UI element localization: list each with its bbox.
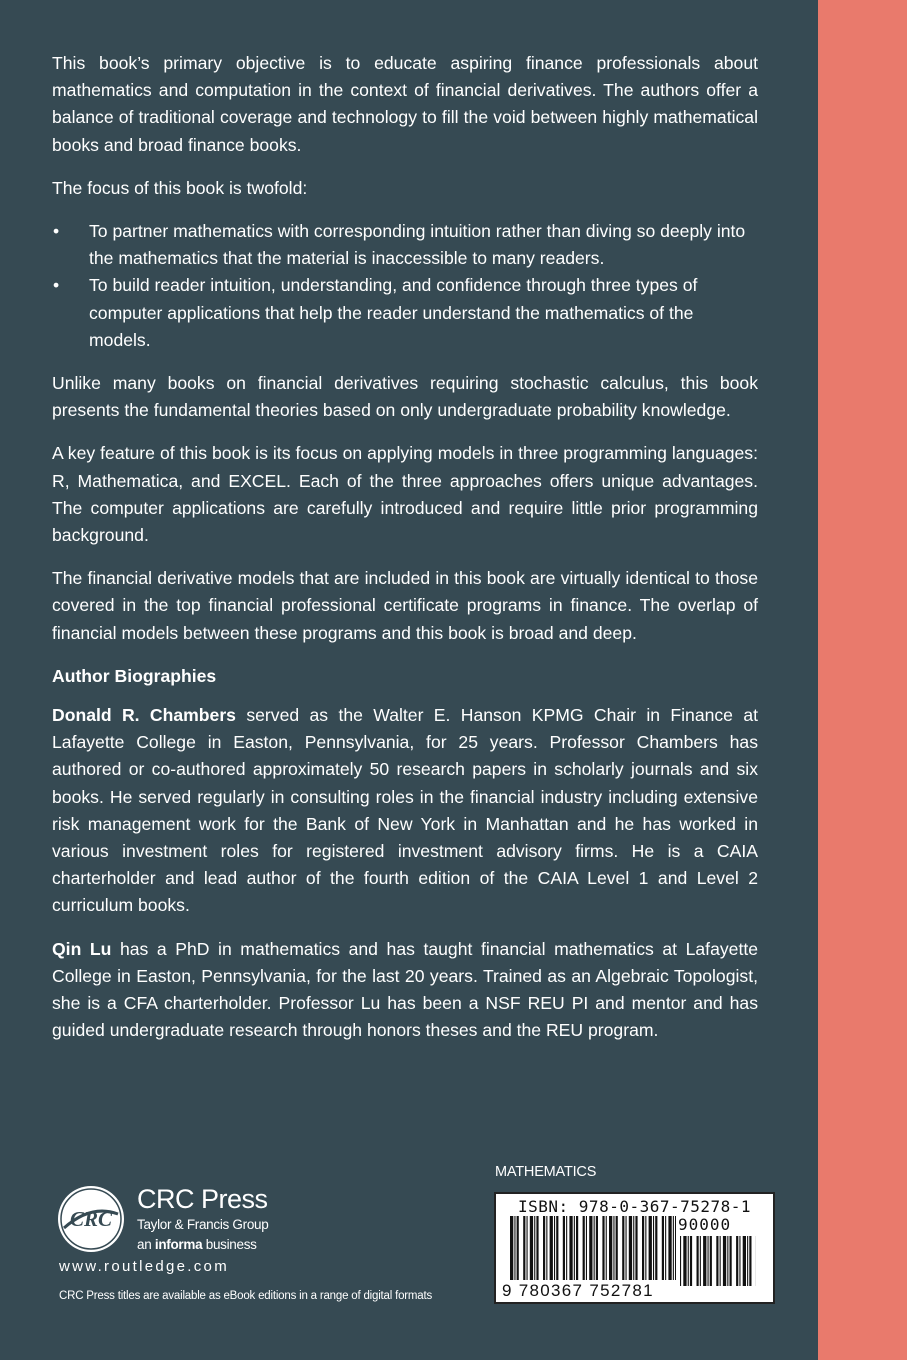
- crc-press-logo-icon: [56, 1184, 126, 1254]
- barcode-bar: [743, 1236, 746, 1286]
- author-biographies-heading: Author Biographies: [52, 665, 217, 686]
- publisher-url[interactable]: www.routledge.com: [59, 1258, 229, 1275]
- barcode-bar: [708, 1236, 709, 1286]
- barcode-bar: [616, 1216, 618, 1280]
- barcode-bar: [514, 1216, 515, 1280]
- barcode-bar: [530, 1216, 533, 1280]
- isbn-barcode: [494, 1192, 775, 1304]
- author-bio-text: served as the Walter E. Hanson KPMG Chair in Finance at Lafayette College in Easton, Pennsylvania, for 25 years. Professor Chambers has authored or co-authored approximately 50 research papers in scholarly journals and six books. He served regularly in consulting roles in the financial industry including extensive risk management work for the Bank of New York in Manhattan and he has worked in various investment roles for registered investment advisory firms. He is a CAIA charterholder and lead author of the fourth edition of the CAIA Level 1 and Level 2 curriculum books.: [52, 705, 758, 916]
- barcode-bar: [673, 1216, 674, 1280]
- focus-list-item: [52, 218, 758, 272]
- barcode-bar: [510, 1216, 513, 1280]
- description-paragraph-1: This book’s primary objective is to educate aspiring finance professionals about mathematics and computation in the context of financial derivatives. The authors offer a balance of traditional coverage and technology to fill the void between highly mathematical books and broad finance books.: [52, 53, 758, 155]
- barcode-bar: [523, 1216, 525, 1280]
- barcode-bar: [727, 1236, 728, 1286]
- focus-list-item-text: To build reader intuition, understanding, and confidence through three types of computer applications that help the reader understand the mathematics of the models.: [89, 275, 698, 350]
- barcode-bar: [690, 1236, 692, 1286]
- barcode-bar: [653, 1216, 654, 1280]
- barcode-bar: [645, 1216, 646, 1280]
- focus-list-item-text: To partner mathematics with corresponding intuition rather than diving so deeply into the mathematics that the material is inaccessible to many readers.: [89, 221, 746, 269]
- barcode-bar: [609, 1216, 612, 1280]
- informa-prefix: an: [137, 1237, 155, 1252]
- publisher-group: Taylor & Francis Group: [137, 1217, 269, 1232]
- barcode-bar: [635, 1216, 637, 1280]
- barcode-digits: 9 780367 752781: [502, 1281, 654, 1300]
- crc-logo-text: CRC: [69, 1207, 113, 1231]
- barcode-bar: [589, 1216, 592, 1280]
- description-paragraph-3: Unlike many books on financial derivatives requiring stochastic calculus, this book presents the fundamental theories based on only undergraduate probability knowledge.: [52, 373, 758, 421]
- barcode-bar: [668, 1216, 671, 1280]
- barcode-bar: [703, 1236, 706, 1286]
- focus-list: [52, 218, 758, 354]
- barcode-bar: [716, 1236, 718, 1286]
- author-name: Qin Lu: [52, 938, 112, 959]
- barcode-bar: [675, 1216, 676, 1280]
- description-paragraph-2: The focus of this book is twofold:: [52, 177, 308, 198]
- barcode-bar: [626, 1216, 627, 1280]
- bullet-icon: •: [53, 221, 60, 242]
- informa-suffix: business: [202, 1237, 257, 1252]
- barcode-bar: [576, 1216, 578, 1280]
- barcode-bar: [534, 1216, 535, 1280]
- barcode-bar: [556, 1216, 558, 1280]
- barcode-bar: [586, 1216, 587, 1280]
- barcode-bar: [662, 1216, 664, 1280]
- description-paragraph-4: A key feature of this book is its focus on applying models in three programming languages: R, Mathematica, and EXCEL. Each of the three approaches offers unique advantages. The computer applications are carefully introduced and require little prior programming background.: [52, 443, 758, 546]
- description-paragraph-5: The financial derivative models that are included in this book are virtually identical to those covered in the top financial professional certificate programs in finance. The overlap of financial models between these programs and this book is broad and deep.: [52, 568, 758, 643]
- barcode-bar: [747, 1236, 748, 1286]
- barcode-bar: [736, 1236, 738, 1286]
- ebook-note: CRC Press titles are available as eBook editions in a range of digital formats: [59, 1290, 433, 1302]
- back-cover-text: [52, 50, 758, 1061]
- barcode-bar: [720, 1236, 721, 1286]
- barcode-bar: [680, 1236, 681, 1286]
- barcode-bar: [517, 1216, 519, 1280]
- barcode-bar: [683, 1236, 686, 1286]
- barcode-bar: [730, 1236, 732, 1286]
- barcode-bar: [665, 1216, 666, 1280]
- publisher-informa-line: [137, 1236, 257, 1254]
- barcode-bar: [554, 1216, 555, 1280]
- barcode-bar: [546, 1216, 547, 1280]
- barcode-bar: [633, 1216, 634, 1280]
- subject-category: MATHEMATICS: [495, 1164, 597, 1180]
- barcode-bar: [574, 1216, 575, 1280]
- barcode-bar: [629, 1216, 632, 1280]
- barcode-bar: [700, 1236, 701, 1286]
- barcode-bar: [602, 1216, 604, 1280]
- barcode-bar: [688, 1236, 689, 1286]
- barcode-bar: [642, 1216, 644, 1280]
- barcode-bar: [594, 1216, 595, 1280]
- bullet-icon: •: [53, 275, 60, 296]
- price-code: 90000: [678, 1215, 732, 1234]
- barcode-bar: [583, 1216, 585, 1280]
- isbn-label: ISBN: 978-0-367-75278-1: [518, 1197, 752, 1216]
- author-name: Donald R. Chambers: [52, 705, 236, 726]
- barcode-bar: [739, 1236, 740, 1286]
- author-bio-text: has a PhD in mathematics and has taught financial mathematics at Lafayette College in Easton, Pennsylvania, for the last 20 years. Trained as an Algebraic Topologist, she is a CFA charterholder. Professor Lu has been a NSF REU PI and mentor and has guided undergraduate research through honors theses and the REU program.: [52, 938, 758, 1041]
- barcode-bar: [622, 1216, 624, 1280]
- barcode-bar: [563, 1216, 565, 1280]
- barcode-bars-icon: [510, 1216, 676, 1280]
- barcode-bar: [697, 1236, 699, 1286]
- barcode-bar: [613, 1216, 614, 1280]
- barcode-bar: [569, 1216, 572, 1280]
- barcode-bar: [566, 1216, 567, 1280]
- focus-list-item: [52, 272, 758, 354]
- barcode-bar: [749, 1236, 751, 1286]
- right-accent-stripe: [818, 0, 907, 1360]
- author-bio-chambers: [52, 702, 758, 920]
- author-bio-lu: [52, 936, 758, 1045]
- barcode-bar: [536, 1216, 538, 1280]
- informa-bold: informa: [154, 1237, 203, 1252]
- barcode-bar: [710, 1236, 712, 1286]
- barcode-bar: [527, 1216, 528, 1280]
- barcode-bar: [550, 1216, 553, 1280]
- barcode-bar: [543, 1216, 545, 1280]
- barcode-bar: [649, 1216, 652, 1280]
- barcode-bar: [596, 1216, 598, 1280]
- barcode-bar: [655, 1216, 657, 1280]
- publisher-name: CRC Press: [137, 1184, 268, 1214]
- barcode-bar: [606, 1216, 607, 1280]
- barcode-addon-bars-icon: [680, 1236, 756, 1286]
- barcode-bar: [723, 1236, 726, 1286]
